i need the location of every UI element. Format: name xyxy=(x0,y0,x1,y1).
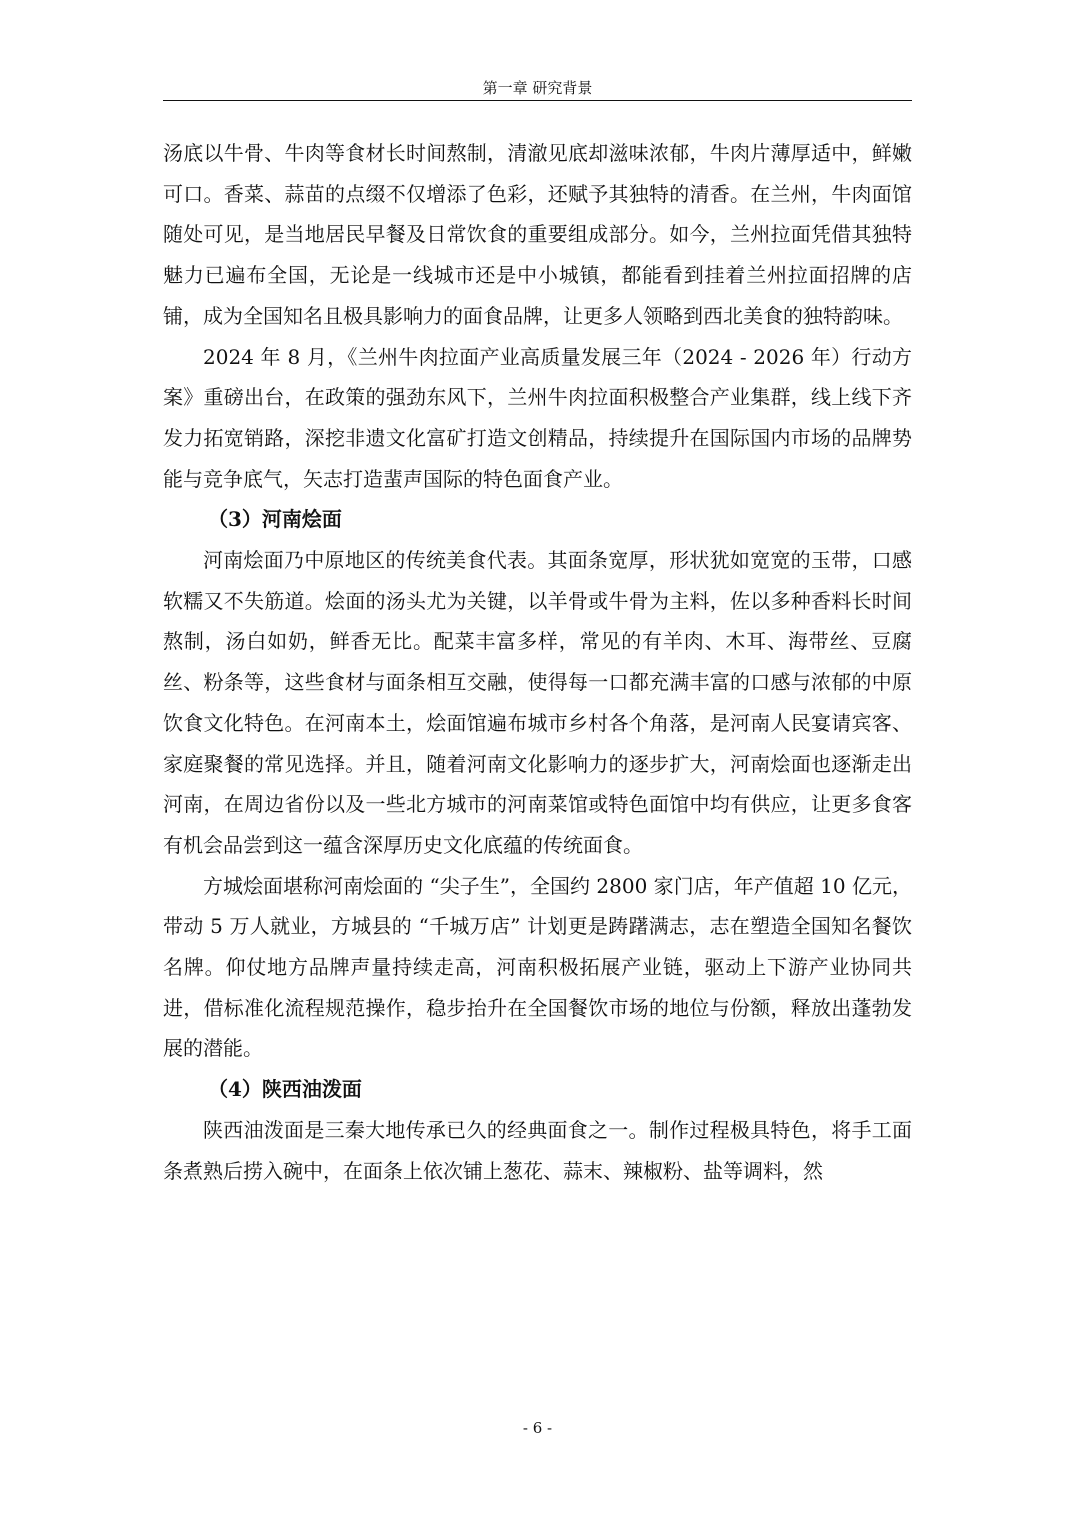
document-body xyxy=(163,133,912,1191)
page-number: - 6 - xyxy=(522,1419,553,1437)
section-heading-shaanxi-youpomian: （4）陕西油泼面 xyxy=(208,1077,362,1102)
running-header: 第一章 研究背景 xyxy=(482,79,593,97)
paragraph-henan-huimian: 河南烩面乃中原地区的传统美食代表。其面条宽厚，形状犹如宽宽的玉带，口感软糯又不失筋道。烩面的汤头尤为关键，以羊骨或牛骨为主料，佐以多种香料长时间熬制，汤白如奶，鲜香无比。配菜丰富多样，常见的有羊肉、木耳、海带丝、豆腐丝、粉条等，这些食材与面条相互交融，使得每一口都充满丰富的口感与浓郁的中原饮食文化特色。在河南本土，烩面馆遍布城市乡村各个角落，是河南人民宴请宾客、家庭聚餐的常见选择。并且，随着河南文化影响力的逐步扩大，河南烩面也逐渐走出河南，在周边省份以及一些北方城市的河南菜馆或特色面馆中均有供应，让更多食客有机会品尝到这一蕴含深厚历史文化底蕴的传统面食。 xyxy=(163,548,912,857)
paragraph-fangcheng-huimian: 方城烩面堪称河南烩面的 “尖子生”，全国约 2800 家门店，年产值超 10 亿元，带动 5 万人就业，方城县的 “千城万店” 计划更是踌躇满志，志在塑造全国知名餐饮名牌。仰仗地方品牌声量持续走高，河南积极拓展产业链，驱动上下游产业协同共进，借标准化流程规范操作，稳步抬升在全国餐饮市场的地位与份额，释放出蓬勃发展的潜能。 xyxy=(163,873,912,1061)
header-rule xyxy=(163,100,912,101)
paragraph-lanzhou-continued: 汤底以牛骨、牛肉等食材长时间熬制，清澈见底却滋味浓郁，牛肉片薄厚适中，鲜嫩可口。香菜、蒜苗的点缀不仅增添了色彩，还赋予其独特的清香。在兰州，牛肉面馆随处可见，是当地居民早餐及日常饮食的重要组成部分。如今，兰州拉面凭借其独特魅力已遍布全国，无论是一线城市还是中小城镇，都能看到挂着兰州拉面招牌的店铺，成为全国知名且极具影响力的面食品牌，让更多人领略到西北美食的独特韵味。 xyxy=(163,141,912,328)
paragraph-shaanxi-youpomian: 陕西油泼面是三秦大地传承已久的经典面食之一。制作过程极具特色，将手工面条煮熟后捞入碗中，在面条上依次铺上葱花、蒜末、辣椒粉、盐等调料，然 xyxy=(163,1117,912,1183)
paragraph-lanzhou-policy: 2024 年 8 月，《兰州牛肉拉面产业高质量发展三年（2024 - 2026 年）行动方案》重磅出台，在政策的强劲东风下，兰州牛肉拉面积极整合产业集群，线上线下齐发力拓宽销路，深挖非遗文化富矿打造文创精品，持续提升在国际国内市场的品牌势能与竞争底气，矢志打造蜚声国际的特色面食产业。 xyxy=(163,344,912,491)
section-heading-henan-huimian: （3）河南烩面 xyxy=(208,507,342,532)
